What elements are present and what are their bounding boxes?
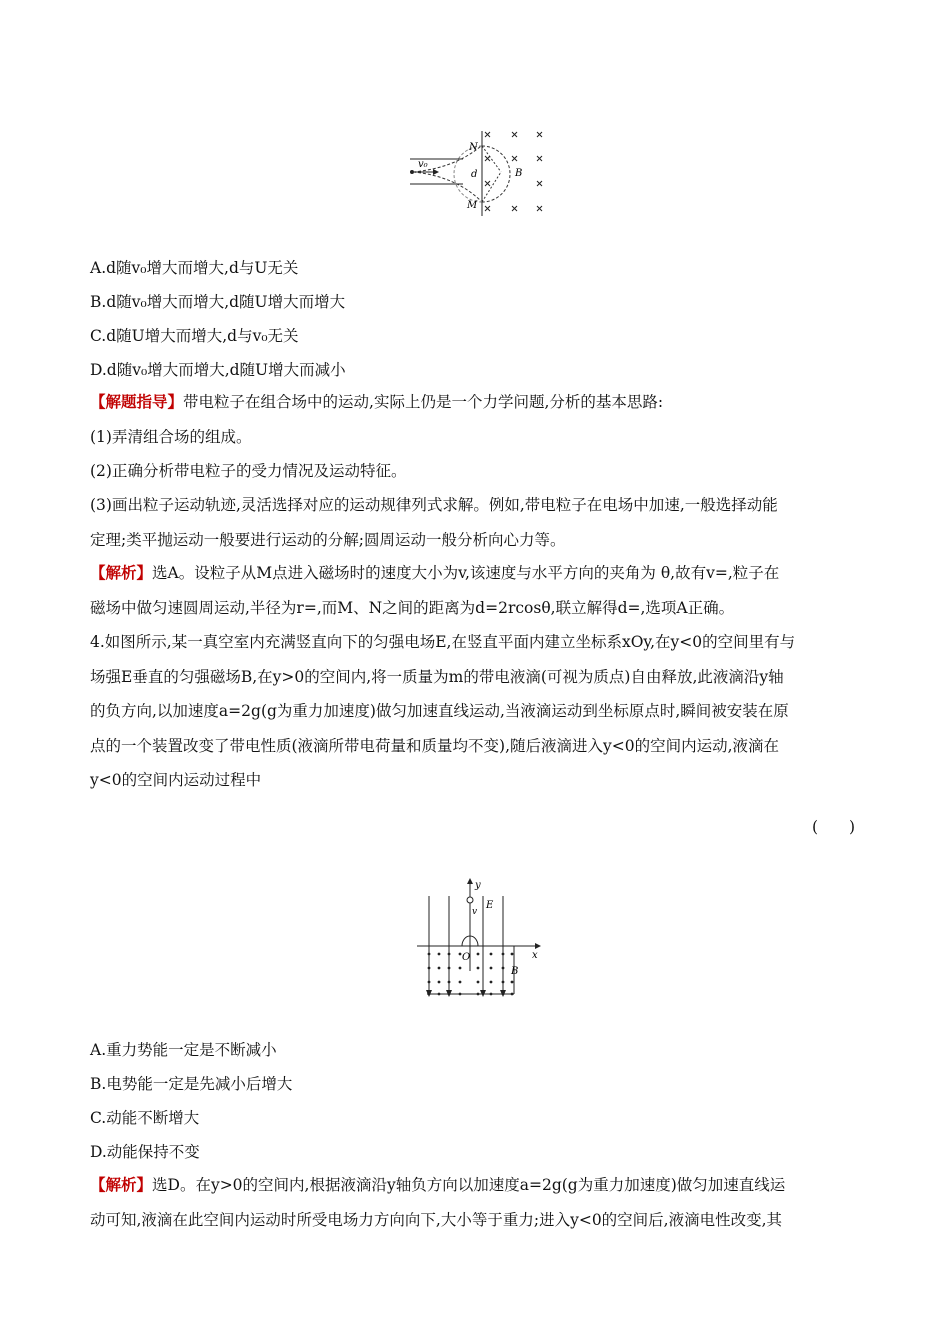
q3-analysis-text-1: 选A。设粒子从M点进入磁场时的速度大小为v,该速度与水平方向的夹角为 θ,故有v=,粒子在 bbox=[152, 564, 780, 582]
guide-step-2: (2)正确分析带电粒子的受力情况及运动特征。 bbox=[90, 462, 407, 480]
guide-step-3: (3)画出粒子运动轨迹,灵活选择对应的运动规律列式求解。例如,带电粒子在电场中加速,一般选择动能 bbox=[90, 496, 778, 514]
q4-stem-5: y<0的空间内运动过程中 bbox=[90, 771, 262, 789]
label-v0: v₀ bbox=[418, 159, 428, 170]
guide-step-1: (1)弄清组合场的组成。 bbox=[90, 428, 252, 446]
q3-option-c: C.d随U增大而增大,d与v₀无关 bbox=[90, 327, 299, 345]
q3-option-a: A.d随v₀增大而增大,d与U无关 bbox=[90, 259, 299, 277]
q3-analysis-line-1 bbox=[90, 563, 779, 583]
label-E: E bbox=[486, 900, 494, 911]
guide-tag: 【解题指导】 bbox=[90, 392, 184, 411]
axis-label-x: x bbox=[532, 950, 538, 961]
guide-step-4: 定理;类平抛运动一般要进行运动的分解;圆周运动一般分析向心力等。 bbox=[90, 531, 566, 549]
q4-analysis-line-2: 动可知,液滴在此空间内运动时所受电场力方向向下,大小等于重力;进入y<0的空间后,液滴电性改变,其 bbox=[90, 1211, 783, 1229]
label-M: M bbox=[467, 200, 478, 211]
q4-option-a: A.重力势能一定是不断减小 bbox=[90, 1041, 277, 1059]
label-B: B bbox=[511, 966, 519, 977]
q4-option-b: B.电势能一定是先减小后增大 bbox=[90, 1075, 293, 1093]
q3-analysis-line-2: 磁场中做匀速圆周运动,半径为r=,而M、N之间的距离为d=2rcosθ,联立解得d=,选项A正确。 bbox=[90, 599, 735, 617]
q4-analysis-line-1 bbox=[90, 1175, 785, 1195]
q4-option-c: C.动能不断增大 bbox=[90, 1109, 200, 1127]
figure-magnetic-field bbox=[405, 126, 555, 221]
label-v: v bbox=[472, 907, 478, 917]
label-O: O bbox=[462, 952, 471, 963]
q3-option-b: B.d随v₀增大而增大,d随U增大而增大 bbox=[90, 293, 346, 311]
axis-label-y: y bbox=[475, 880, 481, 891]
q4-stem-3: 的负方向,以加速度a=2g(g为重力加速度)做匀加速直线运动,当液滴运动到坐标原点时,瞬间被安装在原 bbox=[90, 702, 789, 720]
q4-stem-4: 点的一个装置改变了带电性质(液滴所带电荷量和质量均不变),随后液滴进入y<0的空间内运动,液滴在 bbox=[90, 737, 780, 755]
q4-stem-2: 场强E垂直的匀强磁场B,在y>0的空间内,将一质量为m的带电液滴(可视为质点)自由释放,此液滴沿y轴 bbox=[90, 668, 784, 686]
q4-analysis-text-1: 选D。在y>0的空间内,根据液滴沿y轴负方向以加速度a=2g(g为重力加速度)做匀加速直线运 bbox=[152, 1176, 786, 1194]
label-d: d bbox=[471, 169, 478, 180]
q4-analysis-tag: 【解析】 bbox=[90, 1175, 153, 1194]
q4-stem-1: 4.如图所示,某一真空室内充满竖直向下的匀强电场E,在竖直平面内建立坐标系xOy,在y<0的空间里有与 bbox=[90, 633, 796, 651]
label-N: N bbox=[469, 142, 478, 153]
label-B: B bbox=[515, 168, 523, 179]
q4-option-d: D.动能保持不变 bbox=[90, 1143, 200, 1161]
q3-guide bbox=[90, 392, 663, 412]
guide-text: 带电粒子在组合场中的运动,实际上仍是一个力学问题,分析的基本思路: bbox=[183, 393, 664, 411]
figure-coordinate-field bbox=[412, 876, 547, 1000]
answer-parentheses: ( ) bbox=[812, 818, 856, 836]
q3-option-d: D.d随v₀增大而增大,d随U增大而减小 bbox=[90, 361, 346, 379]
q3-analysis-tag: 【解析】 bbox=[90, 563, 153, 582]
